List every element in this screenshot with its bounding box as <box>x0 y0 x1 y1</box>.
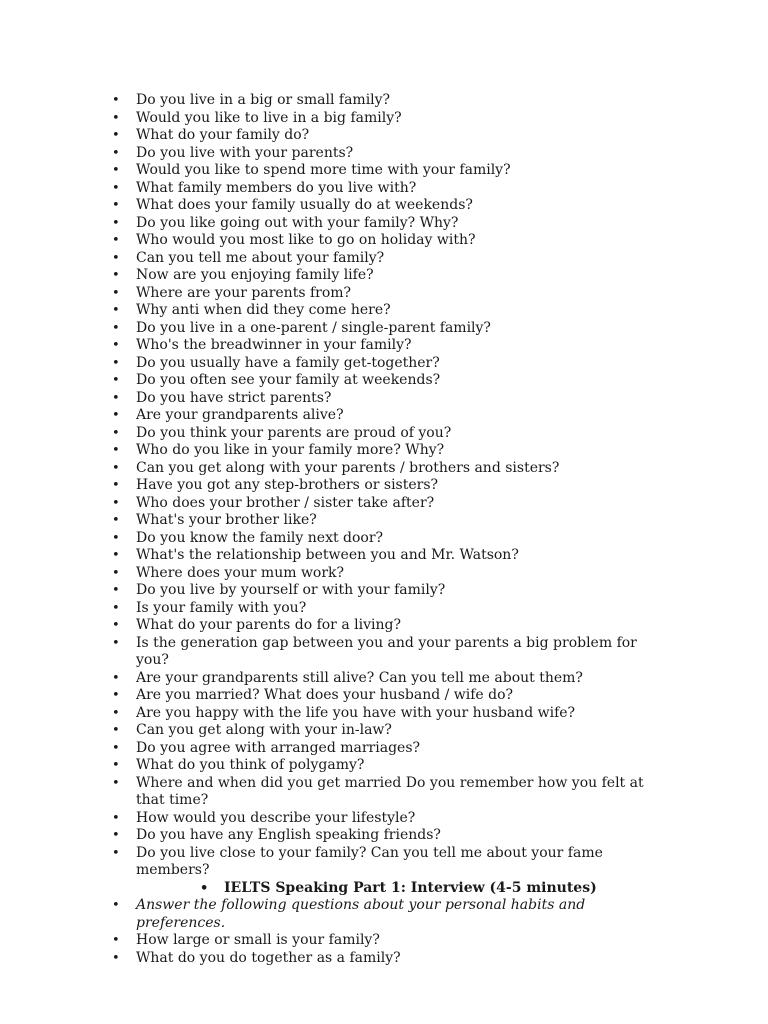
list-item <box>0 670 768 688</box>
list-item-text: Do you live close to your family? Can you tell me about your fame members? <box>136 844 603 878</box>
list-item-text: What do you think of polygamy? <box>136 757 365 773</box>
list-item-text: Do you live in a big or small family? <box>136 92 391 108</box>
list-item-text: Is your family with you? <box>136 599 307 616</box>
bullet-icon: • <box>112 180 120 196</box>
bullet-icon: • <box>112 845 120 861</box>
list-item-text: Answer the following questions about your personal habits and preferences. <box>136 897 586 931</box>
list-item <box>0 337 768 355</box>
list-item <box>0 582 768 600</box>
list-item <box>0 757 768 775</box>
bullet-icon: • <box>112 670 120 686</box>
bullet-icon: • <box>112 495 120 511</box>
list-item <box>0 460 768 478</box>
list-item <box>0 180 768 198</box>
list-item-text: Can you get along with your parents / brothers and sisters? <box>136 459 560 476</box>
list-item <box>0 407 768 425</box>
bullet-icon: • <box>112 460 120 476</box>
list-item-text: How would you describe your lifestyle? <box>136 809 416 826</box>
list-item-text: Do you live by yourself or with your family? <box>136 582 446 598</box>
list-item-text: Would you like to spend more time with your family? <box>136 162 511 178</box>
list-item <box>0 845 768 880</box>
question-list <box>0 92 768 967</box>
bullet-icon: • <box>112 268 120 283</box>
bullet-icon: • <box>112 478 120 493</box>
list-item-text: Who does your brother / sister take after? <box>136 494 435 511</box>
list-item <box>0 827 768 845</box>
bullet-icon: • <box>112 233 120 248</box>
list-item <box>0 127 768 145</box>
list-item <box>0 617 768 635</box>
bullet-icon: • <box>112 390 120 406</box>
bullet-icon: • <box>112 583 120 598</box>
bullet-icon: • <box>112 740 120 756</box>
list-item-text: Do you like going out with your family? Why? <box>136 214 459 231</box>
list-item-text: What do your parents do for a living? <box>136 617 401 633</box>
list-item <box>0 197 768 215</box>
list-item <box>0 705 768 723</box>
list-item-text: Who's the breadwinner in your family? <box>136 337 412 353</box>
list-item <box>0 775 768 810</box>
list-item <box>0 320 768 338</box>
bullet-icon: • <box>112 425 120 441</box>
list-item <box>0 512 768 530</box>
bullet-icon: • <box>112 443 120 458</box>
bullet-icon: • <box>112 810 120 826</box>
bullet-icon: • <box>112 163 120 178</box>
list-item-text: Are you happy with the life you have with your husband wife? <box>136 704 576 721</box>
list-item <box>0 442 768 460</box>
list-item <box>0 302 768 320</box>
list-item-text: What's the relationship between you and Mr. Watson? <box>136 547 519 563</box>
list-item <box>0 932 768 950</box>
list-item-text: Do you often see your family at weekends? <box>136 372 441 388</box>
bullet-icon: • <box>112 950 120 966</box>
bullet-icon: • <box>112 513 120 528</box>
list-item-text: Are you married? What does your husband / wife do? <box>136 687 514 703</box>
list-item-text: Have you got any step-brothers or sisters? <box>136 477 439 493</box>
bullet-icon: • <box>112 723 120 738</box>
list-item <box>0 600 768 618</box>
list-item <box>0 687 768 705</box>
section-heading <box>0 880 768 898</box>
list-item <box>0 267 768 285</box>
list-item <box>0 232 768 250</box>
bullet-icon: • <box>112 145 120 161</box>
list-item <box>0 390 768 408</box>
bullet-icon: • <box>112 933 120 948</box>
list-item <box>0 950 768 968</box>
list-item-text: What do you do together as a family? <box>136 949 401 966</box>
list-item <box>0 372 768 390</box>
bullet-icon: • <box>112 688 120 703</box>
list-item-text: How large or small is your family? <box>136 932 380 948</box>
bullet-icon: • <box>112 110 120 126</box>
list-item <box>0 145 768 163</box>
document-page <box>0 92 768 967</box>
list-item-text: IELTS Speaking Part 1: Interview (4-5 minutes) <box>224 879 597 896</box>
list-item <box>0 250 768 268</box>
list-item-text: Do you usually have a family get-together? <box>136 354 440 371</box>
bullet-icon: • <box>112 635 120 651</box>
list-item <box>0 110 768 128</box>
list-item-text: Do you know the family next door? <box>136 529 384 546</box>
list-item <box>0 495 768 513</box>
list-item <box>0 635 768 670</box>
bullet-icon: • <box>112 128 120 143</box>
list-item-text: What does your family usually do at weekends? <box>136 197 473 213</box>
list-item-text: Where are your parents from? <box>136 284 352 301</box>
bullet-icon: • <box>112 408 120 423</box>
bullet-icon: • <box>112 548 120 563</box>
list-item-text: Would you like to live in a big family? <box>136 109 402 126</box>
list-item-text: Can you tell me about your family? <box>136 249 385 266</box>
list-item <box>0 722 768 740</box>
list-item-text: Do you think your parents are proud of you? <box>136 424 452 441</box>
bullet-icon: • <box>112 250 120 266</box>
bullet-icon: • <box>200 880 209 896</box>
list-item <box>0 92 768 110</box>
list-item-text: What's your brother like? <box>136 512 317 528</box>
bullet-icon: • <box>112 600 120 616</box>
list-item-text: Is the generation gap between you and your parents a big problem for you? <box>136 634 637 668</box>
bullet-icon: • <box>112 93 120 108</box>
bullet-icon: • <box>112 198 120 213</box>
list-item-text: Can you get along with your in-law? <box>136 722 392 738</box>
bullet-icon: • <box>112 215 120 231</box>
list-item-text: Why anti when did they come here? <box>136 302 391 318</box>
list-item <box>0 547 768 565</box>
list-item <box>0 285 768 303</box>
bullet-icon: • <box>112 285 120 301</box>
list-item-text: Are your grandparents alive? <box>136 407 344 423</box>
list-item <box>0 215 768 233</box>
bullet-icon: • <box>112 565 120 581</box>
instruction-text <box>0 897 768 932</box>
list-item-text: Do you have any English speaking friends? <box>136 827 441 843</box>
list-item-text: Where and when did you get married Do you remember how you felt at that time? <box>136 774 644 808</box>
bullet-icon: • <box>112 530 120 546</box>
bullet-icon: • <box>112 338 120 353</box>
list-item <box>0 565 768 583</box>
list-item-text: Now are you enjoying family life? <box>136 267 374 283</box>
bullet-icon: • <box>112 355 120 371</box>
list-item-text: Who would you most like to go on holiday with? <box>136 232 476 248</box>
list-item-text: Do you live in a one-parent / single-parent family? <box>136 319 491 336</box>
bullet-icon: • <box>112 320 120 336</box>
bullet-icon: • <box>112 758 120 773</box>
bullet-icon: • <box>112 828 120 843</box>
list-item <box>0 530 768 548</box>
bullet-icon: • <box>112 705 120 721</box>
bullet-icon: • <box>112 618 120 633</box>
list-item <box>0 162 768 180</box>
bullet-icon: • <box>112 898 120 913</box>
bullet-icon: • <box>112 303 120 318</box>
list-item-text: What family members do you live with? <box>136 179 417 196</box>
list-item-text: Do you have strict parents? <box>136 389 332 406</box>
list-item-text: Do you agree with arranged marriages? <box>136 739 421 756</box>
list-item <box>0 740 768 758</box>
list-item <box>0 355 768 373</box>
bullet-icon: • <box>112 373 120 388</box>
list-item <box>0 477 768 495</box>
list-item <box>0 810 768 828</box>
bullet-icon: • <box>112 775 120 791</box>
list-item-text: Are your grandparents still alive? Can you tell me about them? <box>136 669 583 686</box>
list-item-text: What do your family do? <box>136 127 310 143</box>
list-item <box>0 425 768 443</box>
list-item-text: Do you live with your parents? <box>136 144 354 161</box>
list-item-text: Who do you like in your family more? Why? <box>136 442 445 458</box>
list-item-text: Where does your mum work? <box>136 564 345 581</box>
